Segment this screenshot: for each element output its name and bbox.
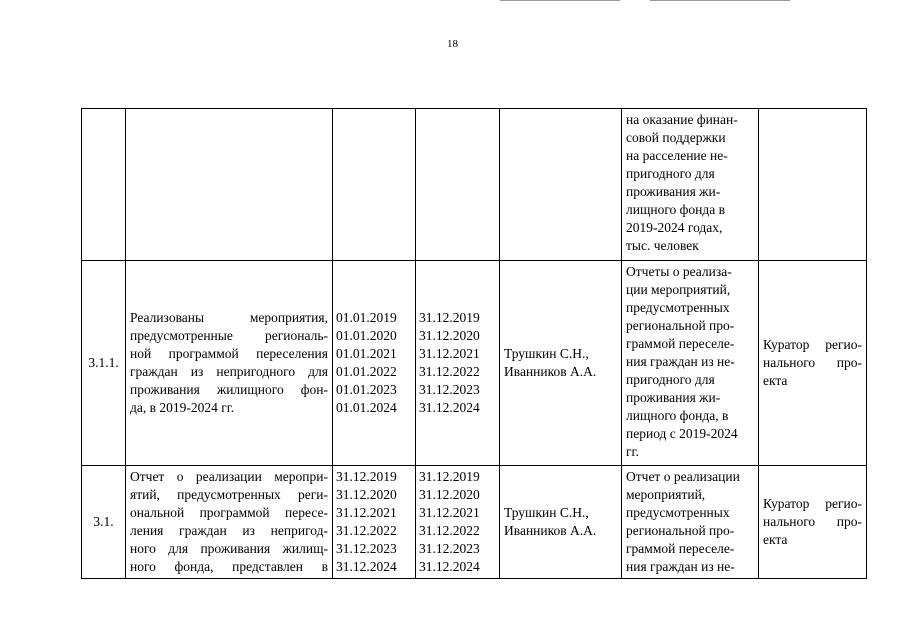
result-line: ния граждан из не- (626, 559, 735, 574)
result-line: на оказание финан- (626, 112, 738, 127)
item-number-cell (82, 109, 126, 261)
item-number-cell: 3.1.1. (82, 261, 126, 466)
result-cell (622, 109, 759, 261)
responsible-line: Иванников А.А. (504, 364, 597, 379)
description-line: ональной программой пересе- (130, 505, 328, 520)
end-date-line: 31.12.2020 (419, 487, 480, 502)
start-date-line: 31.12.2019 (336, 469, 397, 484)
table-row (82, 109, 867, 261)
page-number: 18 (447, 38, 458, 50)
start-date-line: 01.01.2019 (336, 310, 397, 325)
description-line: Отчет о реализации меропри- (130, 469, 328, 484)
result-line: 2019-2024 годах, (626, 220, 723, 235)
description-line: проживания жилищного фон- (130, 382, 328, 397)
role-line: Куратор регио- (763, 337, 862, 352)
result-line: тыс. человек (626, 238, 699, 253)
responsible-cell (500, 109, 622, 261)
end-date-line: 31.12.2022 (419, 523, 480, 538)
table-row (82, 261, 867, 466)
scan-artifact-line (500, 0, 620, 1)
result-line: совой поддержки (626, 130, 726, 145)
role-cell (759, 261, 867, 466)
start-date-line: 31.12.2024 (336, 559, 397, 574)
responsible-cell (500, 466, 622, 579)
result-line: лищного фонда, в (626, 408, 729, 423)
description-line: да, в 2019-2024 гг. (130, 400, 235, 415)
start-date-line: 01.01.2020 (336, 328, 397, 343)
table-row (82, 466, 867, 579)
role-line: Куратор регио- (763, 496, 862, 511)
role-line: нального про- (763, 514, 862, 529)
result-line: предусмотренных (626, 300, 730, 315)
end-date-line: 31.12.2019 (419, 469, 480, 484)
result-line: период с 2019-2024 (626, 426, 738, 441)
result-line: региональной про- (626, 523, 735, 538)
result-line: Отчеты о реализа- (626, 264, 732, 279)
role-cell (759, 109, 867, 261)
description-line: ной программой переселения (130, 346, 328, 361)
result-line: ции мероприятий, (626, 282, 731, 297)
result-line: пригодного для (626, 372, 715, 387)
start-date-line: 01.01.2023 (336, 382, 397, 397)
description-line: Реализованы мероприятия, (130, 310, 328, 325)
responsible-line: Трушкин С.Н., (504, 505, 589, 520)
result-line: граммой переселе- (626, 541, 735, 556)
result-line: Отчет о реализации (626, 469, 740, 484)
responsible-line: Трушкин С.Н., (504, 346, 589, 361)
end-date-cell (416, 261, 500, 466)
description-line: предусмотренные региональ- (130, 328, 328, 343)
description-line: ного фонда, представлен в (130, 559, 328, 574)
description-line: граждан из непригодного для (130, 364, 328, 379)
role-line: нального про- (763, 355, 862, 370)
role-line: екта (763, 532, 788, 547)
responsible-cell (500, 261, 622, 466)
start-date-line: 01.01.2021 (336, 346, 397, 361)
measures-table (81, 108, 867, 579)
end-date-line: 31.12.2024 (419, 400, 480, 415)
result-line: на расселение не- (626, 148, 728, 163)
end-date-line: 31.12.2023 (419, 541, 480, 556)
result-cell (622, 466, 759, 579)
start-date-line: 31.12.2023 (336, 541, 397, 556)
result-cell (622, 261, 759, 466)
result-line: мероприятий, (626, 487, 706, 502)
description-cell (126, 466, 333, 579)
end-date-line: 31.12.2023 (419, 382, 480, 397)
role-line: екта (763, 373, 788, 388)
end-date-line: 31.12.2019 (419, 310, 480, 325)
end-date-cell (416, 466, 500, 579)
result-line: граммой переселе- (626, 336, 735, 351)
result-line: ния граждан из не- (626, 354, 735, 369)
role-cell (759, 466, 867, 579)
start-date-cell (333, 261, 416, 466)
description-cell (126, 261, 333, 466)
description-cell (126, 109, 333, 261)
start-date-line: 31.12.2022 (336, 523, 397, 538)
result-line: региональной про- (626, 318, 735, 333)
start-date-cell (333, 466, 416, 579)
start-date-cell (333, 109, 416, 261)
item-number-cell: 3.1. (82, 466, 126, 579)
end-date-line: 31.12.2024 (419, 559, 480, 574)
end-date-line: 31.12.2021 (419, 346, 480, 361)
result-line: гг. (626, 444, 639, 459)
result-line: пригодного для (626, 166, 715, 181)
end-date-line: 31.12.2021 (419, 505, 480, 520)
result-line: предусмотренных (626, 505, 730, 520)
description-line: ного для проживания жилищ- (130, 541, 328, 556)
end-date-line: 31.12.2022 (419, 364, 480, 379)
start-date-line: 31.12.2021 (336, 505, 397, 520)
end-date-line: 31.12.2020 (419, 328, 480, 343)
description-line: ления граждан из непригод- (130, 523, 328, 538)
description-line: ятий, предусмотренных реги- (130, 487, 328, 502)
result-line: проживания жи- (626, 184, 721, 199)
end-date-cell (416, 109, 500, 261)
start-date-line: 01.01.2024 (336, 400, 397, 415)
result-line: проживания жи- (626, 390, 721, 405)
start-date-line: 01.01.2022 (336, 364, 397, 379)
result-line: лищного фонда в (626, 202, 725, 217)
responsible-line: Иванников А.А. (504, 523, 597, 538)
start-date-line: 31.12.2020 (336, 487, 397, 502)
scan-artifact-line (650, 0, 790, 1)
